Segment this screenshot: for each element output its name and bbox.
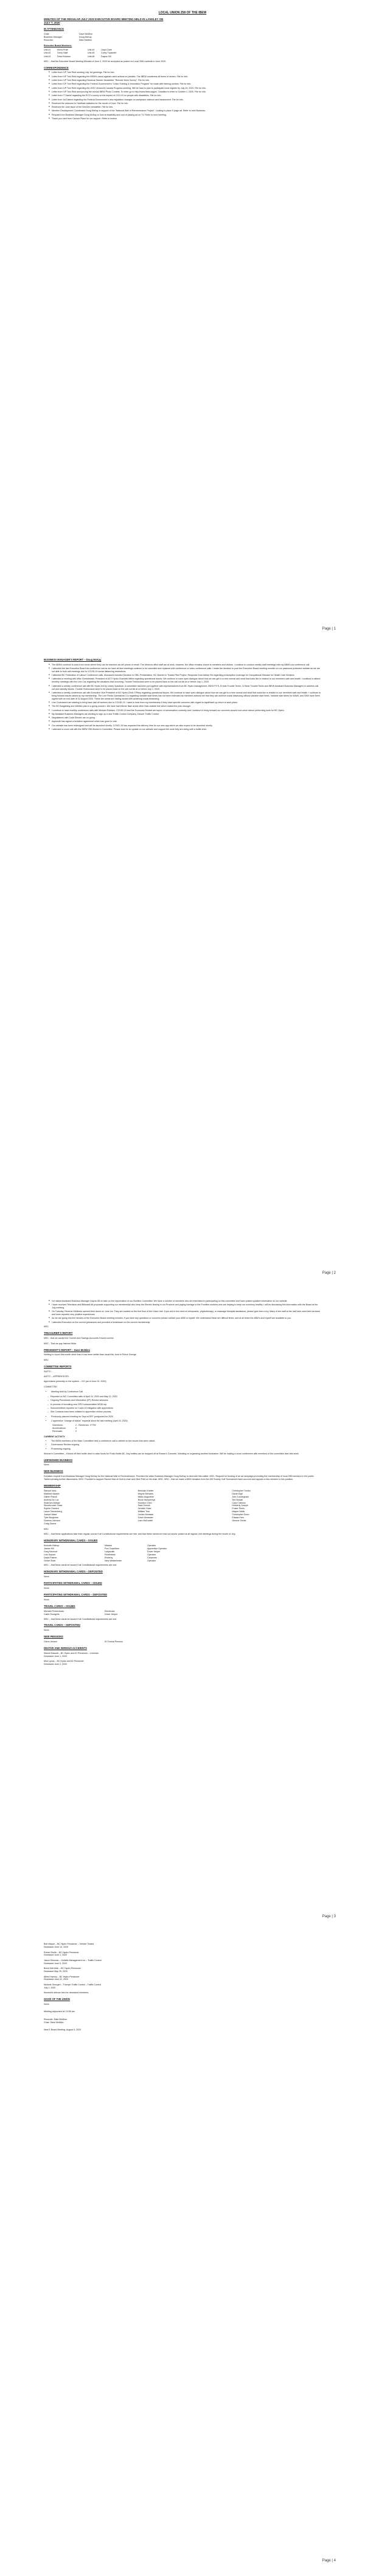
womens-committee: Women's Committee – Kicked off their bottle drive to raise funds for Fresh Bottle BC. Any bottles can be dropped off at Rowan's Concrete, Wedding on organizing another fundraiser. Will be holding a zoom conference with members of the committee later this week. — [44, 1452, 299, 1455]
withdrawal-name: Kenneth Bishop — [44, 1544, 60, 1547]
death-entry: Bob Mayse – BC Hydro Pensioner – Vehicle Trades — [44, 1943, 94, 1946]
new-business-heading: NEW BUSINESS — [44, 1470, 63, 1473]
member-name: Gavin Almasian — [137, 1516, 153, 1519]
bm-report-item: ■ I attended a zoom call with the IBEW 258 Women's Committee. Please look for an update on our website and support the work they are doing with a bottle drive. — [49, 728, 321, 731]
member-name: Gerry Hiatt — [57, 52, 68, 55]
member-name: Fraser Peers — [232, 1507, 245, 1510]
exec-board-members — [44, 49, 321, 58]
bm-report-item: ■ I attended a weekly conference call with BC Hydro led by Lesley Spaulsub. A committee has been put together with representatives from BC Hydro management, IBEW FVTL B heat Trouble Techs, 13 Near Trouble Techs and IBEW Assistant Business Managers to address call out and standby issues. Trouble Technicians were to be placed back on the call out list at or before July 1, 2020. — [49, 685, 321, 691]
president-line: Nothing to report this month other than it has been wetter than usual this June in Prince George. — [44, 1353, 137, 1356]
correspondence-item: ■ Request from Business Manager Doug McKay to look at feasibility and cost of placing ad on TV. Refer to next meeting. — [49, 114, 321, 117]
member-name: David Digit — [232, 1492, 243, 1495]
withdrawal-deposited-line: None. — [44, 1575, 50, 1578]
member-name: Simone Shultz — [232, 1519, 246, 1522]
withdrawal-trade: Operator — [147, 1559, 156, 1562]
member-name: Samuel Isbic — [44, 1489, 57, 1492]
member-name: Wayne Wells — [232, 1510, 245, 1513]
member-name: Christopher Trosko — [232, 1489, 251, 1492]
death-entry: Melanie Georgeri – Triumph Traffic Control – Traffic Control — [44, 1983, 102, 1986]
withdrawal-name: James Hill — [44, 1547, 54, 1550]
committee-meeting-list — [44, 1390, 321, 1394]
pension-type: ID Formal Pension — [105, 1640, 123, 1644]
deaths-heading: DEATHS AND SERIOUS ACCIDENTS — [44, 1647, 87, 1650]
stat-label: Accelerations: — [52, 1427, 66, 1430]
participating-issued-line: None. — [44, 1587, 50, 1590]
withdrawal-trade: Driver Helper — [147, 1550, 161, 1553]
page-number: Page | 2 — [322, 1271, 336, 1275]
correspondence-heading: CORRESPONDENCE — [44, 66, 69, 69]
death-entry: Jason Dimovsk – Goltafix Management Inc – Traffic Control — [44, 1959, 102, 1962]
bm-report-item: ■ The BC Bargaining and Welfare plan is a going concern. We have had interior flash areas other than outside line which makes the plan stronger. — [49, 705, 321, 708]
withdrawal-name: Gebar Shab — [44, 1559, 56, 1562]
withdrawal-trade: Apprentice Operator — [147, 1547, 167, 1550]
member-name: Gilbert Pasolt — [44, 1495, 57, 1498]
pension-name: Glenn Jensen — [44, 1640, 58, 1644]
bm-report-item: ■ I attended BC Federation of Labour Conference calls, discussed included Decision to GBC Presentation, BC Women in Trades Pilot Project, Response from Adrian Dix regarding presumptive coverage for Occupational Disease for Health Care Workers. — [49, 674, 321, 677]
page-4 — [0, 1932, 365, 2576]
death-date: Deceased June 2, 2020 — [44, 1663, 67, 1666]
withdrawal-trade: Operator — [147, 1553, 156, 1556]
member-name: Dayna Gill — [101, 55, 111, 58]
unfinished-heading: UNFINISHED BUSINESS — [44, 1458, 73, 1462]
withdrawal-deposited-heading: HONORARY WITHDRAWAL CARDS – DEPOSITED — [44, 1570, 103, 1574]
bm-report-item: ■ I attended the last Executive Board via conference call as we have all face meetings continue to be cancelled and replaced with conference or video conference calls. I made the decision to post the Executive Board meeting minutes on our password protected website as we are not able to hold unit meetings due to COVID-19 social distancing restrictions. — [49, 667, 321, 673]
unfinished-line: None. — [44, 1463, 50, 1467]
member-name: Jordan Almasan — [137, 1513, 154, 1516]
participating-deposited-heading: PARTICIPATING WITHDRAWAL CARDS – DEPOSITED — [44, 1593, 108, 1597]
membership-names — [44, 1490, 321, 1526]
member-name: Kimberly Joseph — [232, 1504, 248, 1507]
travel-card-name: Caleb Roorgells — [44, 1613, 60, 1616]
recorder-name: Mike McMinn — [79, 38, 92, 41]
withdrawal-location: Revelstoke — [105, 1553, 116, 1556]
unit-label: Unit #5 — [88, 52, 95, 55]
membership-msc-line: MSC – that these applications take their regular course if all Constitutional requirements are met, and that these names be read out and/or posted at all regular Unit meetings during the month of July. — [44, 1533, 236, 1536]
page-1 — [0, 0, 365, 644]
member-name: Craig Gaone — [44, 1522, 57, 1525]
travel-card-trade: Driver Helper — [105, 1613, 118, 1616]
travel-deposited-line: None. — [44, 1629, 50, 1632]
bm-report-item: ■ I've asked Assistant Business Manager Dayna Gill to take on the rejuvenation of our Bonfilon Committee. We have a number of members who are interested in participating on this committee and have posted updated information on our website. — [49, 1300, 321, 1303]
member-name: Stonebrooke Shaw — [44, 1504, 63, 1507]
new-business-line: Donation request from Business Manager Doug McKay for the National Wall of Remembrance. Provided the wider Business Manager Doug McKay to deal with this matter. MSC. Request for funding of an ad campaign promoting the membership of local 258 members in the public. Tabled pending further discussions. MSC. Provided to support Rachel Mac at Gold A chair and Glick Petit on his chair. MSC. MSC - that we make a $500 donation from the MS Society Golf Tournament bank account and appoint a new member to this position. — [44, 1475, 315, 1481]
unit-label: Unit #1 — [44, 48, 51, 51]
page-2 — [0, 644, 365, 1288]
member-name: William Trav — [137, 1510, 150, 1513]
correspondence-item: ■ Letter from IVP Tom Reid regarding Electrical Worker Newsletter "Remote Work Survey". File for info. — [49, 79, 321, 82]
member-name: Edward Heu — [232, 1516, 245, 1519]
death-date: Deceased June 14, 2020 — [44, 1946, 68, 1949]
aaatc-line: Apprentices presently on the system – 110 (as of June 24, 2020) — [44, 1380, 106, 1383]
withdrawal-location: New Westminster — [105, 1559, 122, 1562]
minutes-title-line-1: MINUTES OF THE REGULAR JULY 2020 EXECUTIVE BOARD MEETING HELD IN LANGLEY ON — [44, 18, 164, 21]
withdrawal-location: Enderby — [105, 1556, 113, 1559]
committee-meeting-item: • Meeting held by Conference Call — [51, 1390, 321, 1394]
bm-report-item: ■ I attended Executive on the current grievances and provided a breakdown on the current membership. — [49, 1321, 321, 1324]
bm-report-item: ■ I continue to have monthly conference calls with Minister Robbins. COVID-19 and the Economic Restart are topics of conversation currently and I continue to bring forward our concerns around non-union labour performing work for BC Hydro. — [49, 709, 321, 712]
correspondence-item[interactable]: ■ Letter from IVP Tom Reid announcing the annual IBEW Photo Contest. To enter go to http://www.ibew.org/pc/. Deadline to enter is October 1, 2020. File for info. — [49, 91, 321, 94]
member-name: Shahram Abbasi — [44, 1501, 60, 1504]
aaatc-label: AATTC – APPRENTICES: — [44, 1375, 69, 1378]
deaths-list-cont — [44, 1943, 321, 1989]
death-entry: Marcel Dassait – BC Hydro and ID Pensioner – Lineman — [44, 1651, 99, 1654]
next-meeting: Next E Board Meeting: August 5, 2020 — [44, 2029, 82, 2032]
treasurer-heading: TREASURER'S REPORT — [44, 1331, 73, 1335]
member-name: Joseph Mace — [44, 1513, 57, 1516]
bm-report-item: ■ Line Contractors are starting to bring back laid off workers due to COVID-19. I want to hear from my membership if they have specific concerns with regard to layoff/start up return to work plans. — [49, 701, 321, 704]
withdrawal-location: Port Coquitlam — [105, 1547, 119, 1550]
bm-report-item: ■ Asplundh has signed a tentative agreement which has gone to vote. — [49, 720, 321, 723]
president-heading: PRESIDENT'S REPORT – Dave McMinn — [44, 1348, 91, 1352]
bm-report-item: ■ I attended a weekly conference call with Executive Vice President of BC Hydro Chris O'Riley regarding operational issues. We continue to have open dialogue about how we can get to a new normal and what that looks like in relation to our members safe and health. I continue to bring forward issues raised by my membership. The Line Fields Operations LCs regarding variable start times has not been extended as members advised me that they can achieve social distancing without variable start times. Variable start times for MAWL and GMV have been signed with an end date of 31 August 2020. These two areas are having issues with achieving social distancing. — [49, 692, 321, 701]
member-name: Lloyd Clark — [101, 48, 112, 51]
treasurer-line: MSC - That we pay Internet Wide. — [44, 1342, 77, 1345]
travel-card-name: Michael Penezdovav — [44, 1609, 64, 1613]
member-name: Jennifer Kase — [137, 1507, 151, 1510]
president-msc: MSC — [44, 1358, 49, 1361]
minutes-title — [44, 18, 321, 24]
withdrawal-location: Ladysmith — [105, 1550, 115, 1553]
member-name: Jole Cunningham — [232, 1495, 249, 1498]
member-name: Houston Chen — [137, 1501, 152, 1504]
death-date: Deceased May 29, 2020 — [44, 1970, 68, 1973]
death-date: Deceased June 22, 2020 — [44, 1978, 68, 1981]
moment-silence: Moment's silence held for deceased members. — [44, 1991, 89, 1994]
member-name: Ted Siddall — [232, 1498, 243, 1501]
attendance-heading: IN ATTENDANCE — [44, 27, 64, 31]
travel-issued-list — [44, 1610, 321, 1616]
correspondence-item: ■ Member Development Coordinator Doug McKay in support of the "National Wall of Remembrance Project". Looking to place 5 page ad. Refer to next Business. — [49, 109, 321, 113]
committee-heading: COMMITTEE REPORTS — [44, 1364, 72, 1368]
correspondence-item: ■ Letter from 1st District regarding the Federal Government's new regulation changes on workplace violence and harassment. File for info. — [49, 99, 321, 102]
minutes-title-line-2: JULY 7, 2020 — [44, 21, 60, 24]
death-entry: Muir Lyons – BC Hydro and ID Pensioner — [44, 1660, 84, 1663]
committee-label: COMMITTEE: — [44, 1385, 58, 1388]
correspondence-item: ■ Letter from IVP Tom Reid regarding the Federal Government's "Union Training & Innovation Program" for trade with training centres. File for info. — [49, 83, 321, 86]
stat-label: Videotions: — [52, 1424, 63, 1427]
current-activity-item: • The IBEW members of the Main Committee held a conference call to debrief on the issues that were raised. — [51, 1440, 321, 1443]
local-union-title: LOCAL UNION 258 OF THE IBEW — [158, 11, 207, 15]
bm-report-item: ■ I have received Television and Billboard Ad proposals supporting our membership who keep the Electric flowing in our Province and paying homage to the Frontline workers who are helping to keep our economy healthy. I will be discussing this information with the Board at the July meeting. — [49, 1304, 321, 1310]
bm-report-item: ■ On Tuesday, Reverse Wellness opened their doors on June 1st. They are located on the first floor of the Union Hall. If you are in the need of chiropractic, physiotherapy, or massage therapist assistance, please give them a try. Many of the staff at the hall have used their services and have reported very positive experiences. — [49, 1310, 321, 1316]
correspondence-item: ■ Thank you card from Canuck Place for our support. Refer to motion. — [49, 117, 321, 120]
committee-p3-list — [44, 1415, 321, 1422]
chair-name: Dave McMinn — [79, 33, 92, 36]
bm-report-item: ■ As we are going into the minutes of the Executive Board meeting minutes, if you have any questions or concerns please contact your ABM or myself. We understand these are difficult times, and at all times the ABM's and myself are available to you. — [49, 1317, 321, 1320]
stat-value: 0 — [75, 1427, 77, 1430]
page-number: Page | 1 — [322, 627, 336, 631]
committee-dash-item: – Ongoing Procedures and Information (IPI) Review sessions — [47, 1399, 321, 1402]
member-name: Kieva Pratt — [57, 48, 68, 51]
member-name: Matthew Marker — [44, 1492, 60, 1495]
bm-report-item: ■ Negotiations with Code Electric are on going. — [49, 717, 321, 720]
withdrawal-name: Greg Kenmuir — [44, 1550, 58, 1553]
committee-dash-list — [44, 1395, 321, 1414]
new-pensions-heading: NEW PENSIONS — [44, 1635, 63, 1639]
member-name: Sophie Gowerd — [44, 1507, 59, 1510]
stat-label: Removals: — [52, 1430, 63, 1433]
committee-dash-item: – Reported on MC Committee calls of April 24, 2020 and May 12, 2020 — [47, 1395, 321, 1398]
apprentice-stats — [52, 1424, 321, 1433]
page-3 — [0, 1288, 365, 1932]
death-date: Deceased June 1, 2020 — [44, 1954, 67, 1957]
withdrawal-trade: Operator — [147, 1544, 156, 1547]
death-date: July 1, 2020 — [44, 1986, 56, 1989]
bm-report-heading: BUSINESS MANAGER'S REPORT – Doug McKay — [44, 658, 102, 661]
member-name: Liam McDowell — [137, 1519, 153, 1522]
adjourn-line: Meeting adjourned at: 10:55 am — [44, 2010, 75, 2013]
current-activity-item: • Governance Review ongoing — [51, 1443, 321, 1446]
unit-label: Unit #6 — [88, 55, 95, 58]
participating-deposited-line: None. — [44, 1598, 50, 1601]
recorder-label: Recorder: — [44, 38, 54, 41]
travel-deposited-heading: TRAVEL CARDS – DEPOSITED — [44, 1623, 80, 1627]
current-activity-heading: CURRENT ACTIVITY — [44, 1436, 65, 1439]
committee-dash-item: – Site Contacts have been initiated to apprentice review process. — [47, 1411, 321, 1414]
member-name: Lance Tannenberg — [44, 1510, 62, 1513]
member-name: Brendan Kneifer — [137, 1489, 154, 1492]
unit-label: Unit #4 — [88, 48, 95, 51]
member-name: Cara Chinicks — [232, 1501, 246, 1504]
correspondence-item: ■ Letter from IVP Tom Reid sending July 1st greetings. File for info. — [49, 71, 321, 74]
member-name: Dean Kolaros — [57, 55, 71, 58]
withdrawal-msc: MSC – that these cards be issued if all Constitutional requirements are met. — [44, 1564, 117, 1567]
bm-report-item: ■ The ABM's continue to work from home where they can be reached via cell phone or email. The Minerva office staff are at work, however, the office remains closed to members and visitors. I continue to conduct weekly staff meetings with my ABM's via conference call. — [49, 664, 321, 667]
safe-label: SAFTC: - — [44, 1370, 53, 1373]
member-name — [232, 1522, 321, 1526]
death-date: Deceased June 1, 2020 — [44, 1654, 67, 1658]
current-activity-list — [44, 1440, 321, 1451]
correspondence-item: ■ Received the June issue of the NexGen newsletter. File for info. — [49, 106, 321, 109]
correspondence-item: ■ Letter from IVP Tom Reid regarding the IBEW's stand against racist actions on jobsites. The IBEW condemns all forms of racism. File for info. — [49, 75, 321, 78]
committee-dash-item: – In process of recruiting new GPO subcommittee MSW rep — [47, 1403, 321, 1406]
stat-value: 2 - Electrician, VTTM — [75, 1424, 96, 1427]
membership-heading: MEMBERSHIP — [44, 1484, 61, 1488]
correspondence-item: ■ Received the welcome to Hardhats statistics for the month of June. File for info. — [49, 102, 321, 105]
member-name: Wayne Menzies — [137, 1492, 154, 1495]
correspondence-item: ■ Letter from IT Daniel regarding the ECC's survey on the impact of COV-19 on people with disabilities. File for info. — [49, 94, 321, 97]
bm-report-list — [44, 664, 321, 731]
death-entry: Robert Smith – BC Hydro Pensioner — [44, 1951, 79, 1954]
member-name: Andrew De Luz — [44, 1498, 59, 1501]
correspondence-item: ■ Letter from IVP Tom Reid regarding the 2020 Virtual All Canada Progress meeting. Will be hard to plan to participate must register by July 24, 2020. File for info. — [49, 87, 321, 90]
page-number: Page | 4 — [322, 2559, 336, 2563]
member-name: Tyler Borghese — [44, 1516, 59, 1519]
exec-board-heading: Executive Board Members: — [44, 44, 72, 47]
withdrawal-location: Mission — [105, 1544, 113, 1547]
bm-label: Business Manager: — [44, 36, 63, 38]
bm-report-list-cont — [44, 1300, 321, 1324]
withdrawal-trade: Carpenter — [147, 1556, 157, 1559]
member-name: Deanna Johnson — [44, 1519, 61, 1522]
good-of-union-heading: GOOD OF THE UNION — [44, 1998, 70, 2001]
travel-issued-msc: MSC – that these cards be issued if all Constitutional requirements are met. — [44, 1617, 117, 1620]
committee-p3-item: • 2 apprentice "change of status" requests since the last meeting (April 23, 2020) — [51, 1420, 321, 1423]
current-activity-item: • Processing ongoing — [51, 1448, 321, 1451]
member-name: Brock Humphreys — [137, 1498, 156, 1501]
death-date: Deceased June 5, 2020 — [44, 1962, 67, 1965]
adjourn-chair: Chair: Dave McMinn — [44, 2021, 64, 2024]
attendance-msc: MSC – that the Executive Board Meeting Minutes of June 2, 2020 be accepted as posted on Local 258's website in June 2020. — [44, 60, 167, 63]
bm-report-item: ■ Our website has been redesigned and will be launched shortly. COVID-19 has impacted the delivery time for our new app which we also expect to be launched shortly. — [49, 724, 321, 727]
treasurer-line: MSC - that we accept the Current and Savings Accounts if found correct. — [44, 1337, 114, 1340]
member-name: Christopher Dunn — [232, 1513, 249, 1516]
death-entry: Brent McKritick – BC Hydro Pensioner — [44, 1967, 81, 1970]
withdrawal-issued-list — [44, 1544, 321, 1562]
member-name: Corey Tripsneth — [101, 52, 117, 55]
good-of-union-line: None. — [44, 2002, 50, 2005]
membership-msc: MSC — [44, 1527, 49, 1530]
page-number: Page | 3 — [322, 1915, 336, 1919]
bm-report-item: ■ I attended a meeting with Mike Chmielewski, President of AGT Hydro Charlotte Mitha regarding operational issues. We continue to have open dialogue about how we can get to a new normal and what that looks like in relation to our members safe and health. I continue to attend monthly meetings with the Line Cos regarding the situations that occurring. Trouble Technicians were to be placed back on the call out list at or before July 1, 2020. — [49, 678, 321, 684]
bm-name: Doug McKay — [79, 36, 92, 38]
participating-issued-heading: PARTICIPATING WITHDRAWAL CARDS – ISSUED — [44, 1581, 102, 1585]
withdrawal-name: Lois Dupont — [44, 1553, 56, 1556]
bm-report-msc: MSC — [44, 1325, 49, 1328]
member-name: Sara Groves — [137, 1504, 150, 1507]
committee-p3-item: • Previously planned meeting for Sept at SFF, postponed for 2020 — [51, 1415, 321, 1418]
death-entry: Alfred Harvey – BC Hydro Pensioner — [44, 1975, 80, 1978]
member-name — [138, 1522, 228, 1526]
bm-report-item: ■ My Assistant Business Managers are working to sign up a new Traffic Control Company, Dancer Traffic Control. — [49, 713, 321, 716]
correspondence-list — [44, 71, 321, 120]
withdrawal-issued-heading: HONORARY WITHDRAWAL CARDS – ISSUED — [44, 1539, 98, 1543]
travel-issued-heading: TRAVEL CARDS – ISSUED — [44, 1604, 75, 1608]
member-name: Mikko Augustine — [137, 1495, 154, 1498]
unit-label: Unit #2 — [44, 52, 51, 55]
attendance-officers — [44, 33, 96, 42]
committee-dash-item: – Subcommittees reported on Covid-19 mitigation with apprentices — [47, 1407, 321, 1410]
stat-value: 0 — [75, 1430, 77, 1433]
withdrawal-name: David Palmer — [44, 1556, 57, 1559]
new-pensions-list — [44, 1640, 321, 1644]
adjourn-recorder: Recorder: Mike McMinn — [44, 2018, 67, 2021]
travel-card-trade: Electrician — [105, 1609, 115, 1613]
chair-label: Chair: — [44, 33, 50, 36]
unit-label: Unit #3 — [44, 55, 51, 58]
